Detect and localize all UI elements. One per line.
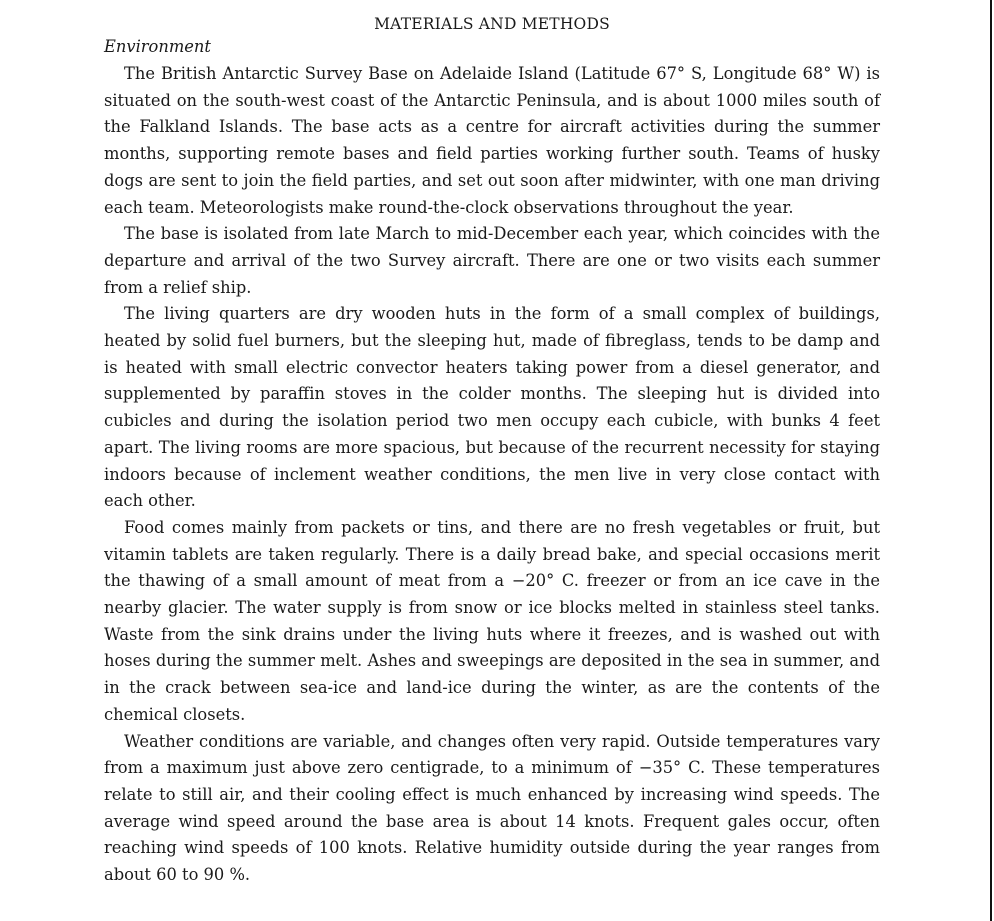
paragraph-food-and-water: Food comes mainly from packets or tins, and there are no fresh vegetables or fruit, but vitamin tablets are taken regularly. There is a daily bread bake, and special occasions merit the thawing of a small amount of meat from a −20° C. freezer or from an ice cave in the nearby glacier. The water supply is from snow or ice blocks melted in stainless steel tanks. Waste from the sink drains under the living huts where it freezes, and is washed out with hoses during the summer melt. Ashes and sweepings are deposited in the sea in summer, and in the crack between sea-ice and land-ice during the winter, as are the contents of the chemical closets. — [104, 517, 880, 724]
paragraph-isolation: The base is isolated from late March to mid-December each year, which coincides with the departure and arrival of the two Survey aircraft. There are one or two visits each summer from a relief ship. — [104, 224, 880, 297]
page-edge-rule — [990, 0, 992, 921]
subsection-heading: Environment — [104, 37, 211, 56]
paragraph-location: The British Antarctic Survey Base on Adelaide Island (Latitude 67° S, Longitude 68° W) is situated on the south-west coast of the Antarctic Peninsula, and is about 1000 miles south of the Falkland Islands. The base acts as a centre for aircraft activities during the summer months, supporting remote bases and field parties working further south. Teams of husky dogs are sent to join the field parties, and set out soon after midwinter, with one man driving each team. Meteorologists make round-the-clock observations throughout the year. — [104, 64, 880, 217]
section-heading: MATERIALS AND METHODS — [374, 15, 610, 33]
paragraph-living-quarters: The living quarters are dry wooden huts in the form of a small complex of buildings, heated by solid fuel burners, but the sleeping hut, made of fibreglass, tends to be damp and is heated with small electric convector heaters taking power from a diesel generator, and supplemented by paraffin stoves in the colder months. The sleeping hut is divided into cubicles and during the isolation period two men occupy each cubicle, with bunks 4 feet apart. The living rooms are more spacious, but because of the recurrent necessity for staying indoors because of inclement weather conditions, the men live in very close contact with each other. — [104, 304, 880, 511]
paragraph-weather: Weather conditions are variable, and changes often very rapid. Outside temperatures vary from a maximum just above zero centigrade, to a minimum of −35° C. These temperatures relate to still air, and their cooling effect is much enhanced by increasing wind speeds. The average wind speed around the base area is about 14 knots. Frequent gales occur, often reaching wind speeds of 100 knots. Relative humidity outside during the year ranges from about 60 to 90 %. — [104, 731, 880, 885]
text-column — [104, 12, 880, 889]
